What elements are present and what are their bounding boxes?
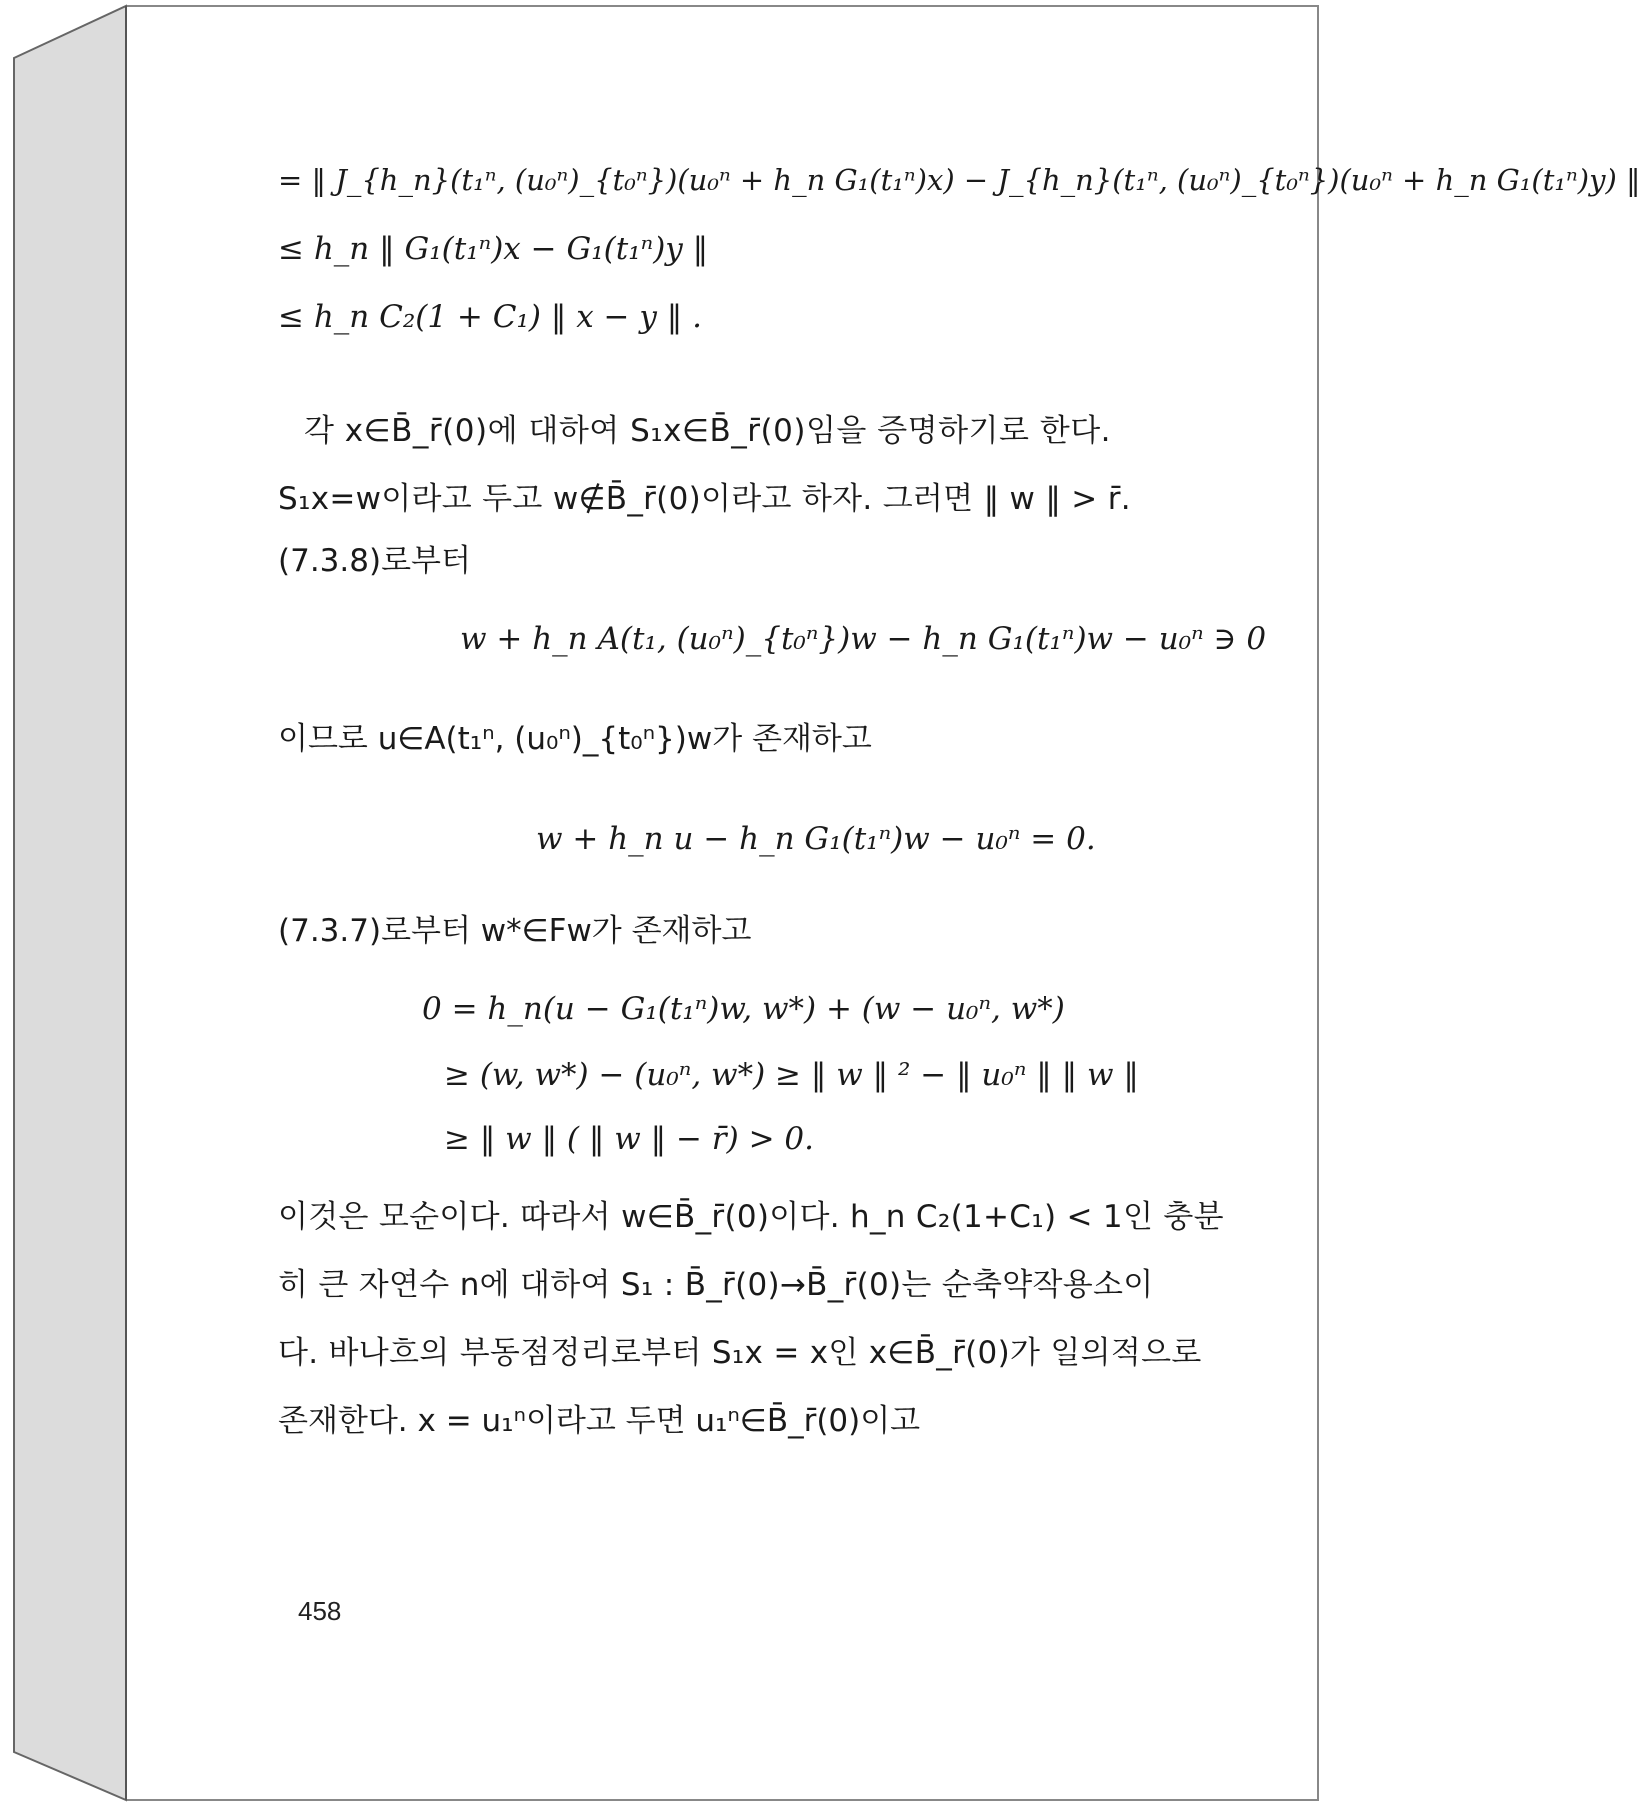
paragraph2-line-2: 히 큰 자연수 n에 대하여 S₁ : B̄_r̄(0)→B̄_r̄(0)는 순축약작용소이 <box>278 1267 1154 1303</box>
paragraph1-line-2: S₁x=w이라고 두고 w∉B̄_r̄(0)이라고 하자. 그러면 ‖ w ‖ > r̄. <box>278 481 1131 517</box>
equation-line-3: ≤ h_n C₂(1 + C₁) ‖ x − y ‖ . <box>278 299 702 335</box>
page-number: 458 <box>298 1596 342 1626</box>
text-line-1: 이므로 u∈A(t₁ⁿ, (u₀ⁿ)_{t₀ⁿ})w가 존재하고 <box>278 721 872 757</box>
paragraph2-line-1: 이것은 모순이다. 따라서 w∈B̄_r̄(0)이다. h_n C₂(1+C₁) < 1인 충분 <box>278 1199 1224 1235</box>
display-equation-3-line-2: ≥ (w, w*) − (u₀ⁿ, w*) ≥ ‖ w ‖ ² − ‖ u₀ⁿ ‖ ‖ w ‖ <box>444 1057 1139 1093</box>
display-equation-2: w + h_n u − h_n G₁(t₁ⁿ)w − u₀ⁿ = 0. <box>536 821 1096 857</box>
paragraph1-line-3: (7.3.8)로부터 <box>278 543 471 579</box>
paragraph2-line-4: 존재한다. x = u₁ⁿ이라고 두면 u₁ⁿ∈B̄_r̄(0)이고 <box>278 1403 921 1439</box>
page-outline <box>126 6 1318 1800</box>
book-spine <box>14 6 126 1800</box>
paragraph1-line-1: 각 x∈B̄_r̄(0)에 대하여 S₁x∈B̄_r̄(0)임을 증명하기로 한다. <box>304 413 1112 449</box>
equation-line-2: ≤ h_n ‖ G₁(t₁ⁿ)x − G₁(t₁ⁿ)y ‖ <box>278 231 709 267</box>
paragraph2-line-3: 다. 바나흐의 부동점정리로부터 S₁x = x인 x∈B̄_r̄(0)가 일의적으로 <box>278 1335 1202 1371</box>
text-line-2: (7.3.7)로부터 w*∈Fw가 존재하고 <box>278 913 752 949</box>
display-equation-3-line-1: 0 = h_n(u − G₁(t₁ⁿ)w, w*) + (w − u₀ⁿ, w*) <box>422 991 1065 1027</box>
equation-line-1: = ‖ J_{h_n}(t₁ⁿ, (u₀ⁿ)_{t₀ⁿ})(u₀ⁿ + h_n G₁(t₁ⁿ)x) − J_{h_n}(t₁ⁿ, (u₀ⁿ)_{t₀ⁿ})(u₀ⁿ + h_n G₁(t₁ⁿ)y) ‖ <box>278 163 1641 197</box>
display-equation-1: w + h_n A(t₁, (u₀ⁿ)_{t₀ⁿ})w − h_n G₁(t₁ⁿ)w − u₀ⁿ ∋ 0 <box>460 621 1267 657</box>
display-equation-3-line-3: ≥ ‖ w ‖ ( ‖ w ‖ − r̄) > 0. <box>444 1121 814 1157</box>
